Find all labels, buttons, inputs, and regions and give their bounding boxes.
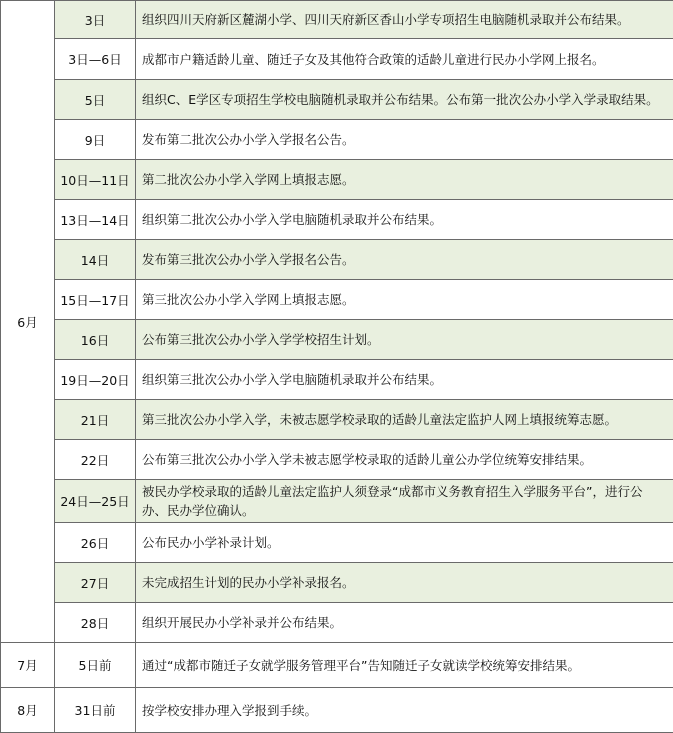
date-cell: 28日 <box>55 603 136 643</box>
event-cell: 组织四川天府新区麓湖小学、四川天府新区香山小学专项招生电脑随机录取并公布结果。 <box>136 1 673 39</box>
month-cell: 8月 <box>1 688 55 733</box>
date-cell: 10日—11日 <box>55 160 136 200</box>
table-row <box>1 480 673 523</box>
event-cell: 发布第三批次公办小学入学报名公告。 <box>136 240 673 280</box>
date-cell: 21日 <box>55 400 136 440</box>
schedule-body <box>1 1 673 733</box>
event-cell: 第三批次公办小学入学，未被志愿学校录取的适龄儿童法定监护人网上填报统筹志愿。 <box>136 400 673 440</box>
month-cell: 6月 <box>1 1 55 643</box>
table-row <box>1 563 673 603</box>
month-cell: 7月 <box>1 643 55 688</box>
event-cell: 发布第二批次公办小学入学报名公告。 <box>136 120 673 160</box>
event-cell: 组织开展民办小学补录并公布结果。 <box>136 603 673 643</box>
table-row <box>1 200 673 240</box>
event-cell: 按学校安排办理入学报到手续。 <box>136 688 673 733</box>
date-cell: 3日 <box>55 1 136 39</box>
date-cell: 24日—25日 <box>55 480 136 523</box>
table-row <box>1 320 673 360</box>
event-cell: 被民办学校录取的适龄儿童法定监护人须登录“成都市义务教育招生入学服务平台”，进行公办、民办学位确认。 <box>136 480 673 523</box>
date-cell: 5日 <box>55 80 136 120</box>
date-cell: 27日 <box>55 563 136 603</box>
table-row <box>1 643 673 688</box>
event-cell: 公布民办小学补录计划。 <box>136 523 673 563</box>
table-row <box>1 440 673 480</box>
event-cell: 未完成招生计划的民办小学补录报名。 <box>136 563 673 603</box>
date-cell: 22日 <box>55 440 136 480</box>
table-row <box>1 1 673 39</box>
event-cell: 成都市户籍适龄儿童、随迁子女及其他符合政策的适龄儿童进行民办小学网上报名。 <box>136 39 673 80</box>
event-cell: 组织C、E学区专项招生学校电脑随机录取并公布结果。公布第一批次公办小学入学录取结果。 <box>136 80 673 120</box>
event-cell: 通过“成都市随迁子女就学服务管理平台”告知随迁子女就读学校统筹安排结果。 <box>136 643 673 688</box>
table-row <box>1 280 673 320</box>
table-row <box>1 39 673 80</box>
date-cell: 9日 <box>55 120 136 160</box>
table-row <box>1 523 673 563</box>
table-row <box>1 80 673 120</box>
date-cell: 26日 <box>55 523 136 563</box>
table-row <box>1 160 673 200</box>
date-cell: 5日前 <box>55 643 136 688</box>
table-row <box>1 688 673 733</box>
event-cell: 组织第三批次公办小学入学电脑随机录取并公布结果。 <box>136 360 673 400</box>
event-cell: 公布第三批次公办小学入学学校招生计划。 <box>136 320 673 360</box>
table-row <box>1 120 673 160</box>
date-cell: 15日—17日 <box>55 280 136 320</box>
table-row <box>1 240 673 280</box>
date-cell: 31日前 <box>55 688 136 733</box>
table-row <box>1 603 673 643</box>
date-cell: 3日—6日 <box>55 39 136 80</box>
event-cell: 公布第三批次公办小学入学未被志愿学校录取的适龄儿童公办学位统筹安排结果。 <box>136 440 673 480</box>
date-cell: 16日 <box>55 320 136 360</box>
event-cell: 组织第二批次公办小学入学电脑随机录取并公布结果。 <box>136 200 673 240</box>
table-row <box>1 400 673 440</box>
date-cell: 13日—14日 <box>55 200 136 240</box>
event-cell: 第二批次公办小学入学网上填报志愿。 <box>136 160 673 200</box>
date-cell: 19日—20日 <box>55 360 136 400</box>
event-cell: 第三批次公办小学入学网上填报志愿。 <box>136 280 673 320</box>
date-cell: 14日 <box>55 240 136 280</box>
table-row <box>1 360 673 400</box>
